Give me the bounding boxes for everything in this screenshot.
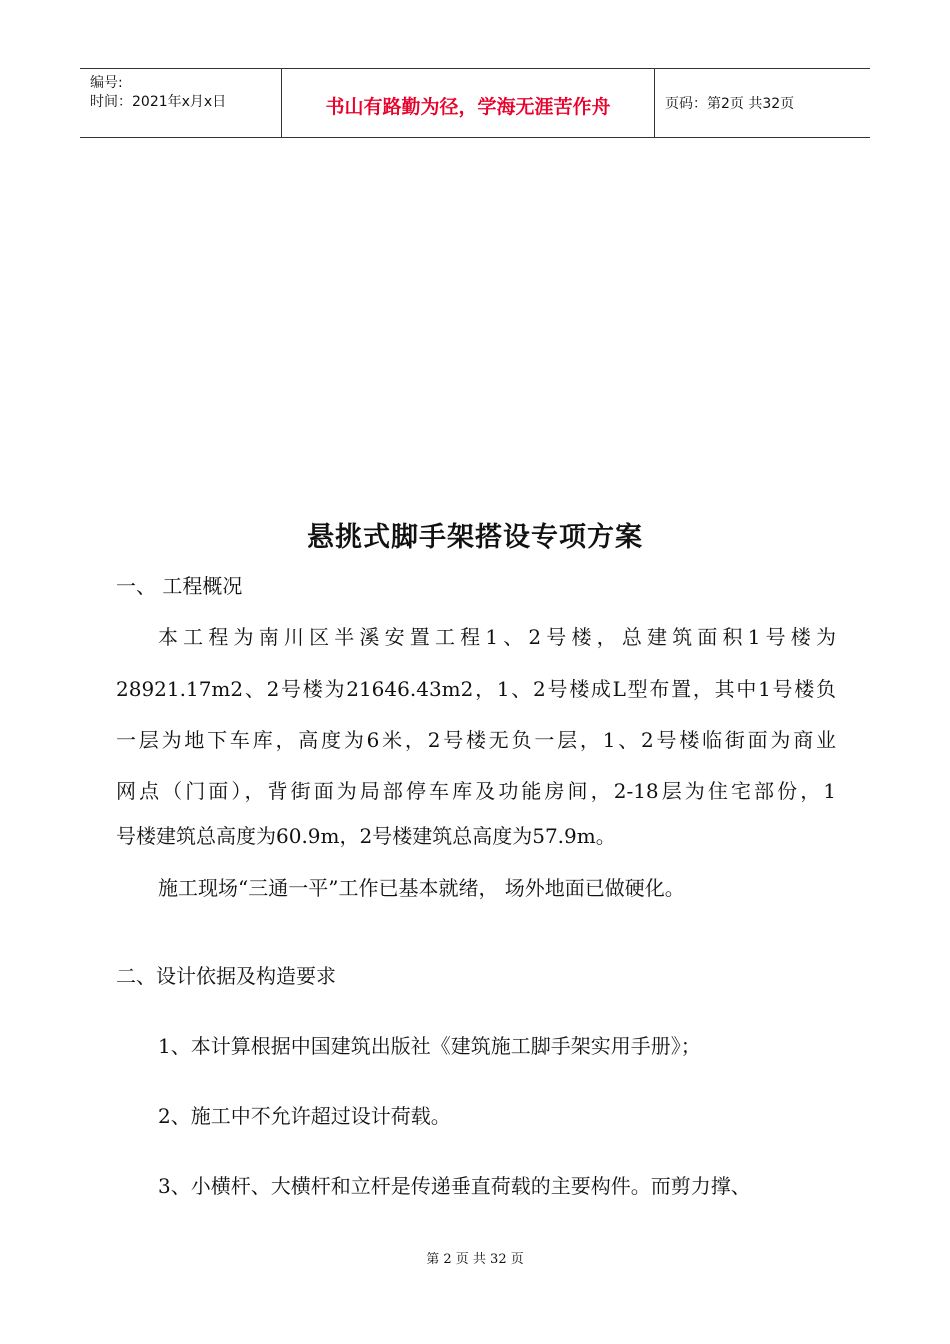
paragraph1-line4: 网点（门面），背街面为局部停车库及功能房间，2-18层为住宅部份，1 bbox=[116, 779, 836, 803]
paragraph1-line3: 一层为地下车库，高度为6米，2号楼无负一层，1、2号楼临街面为商业 bbox=[116, 728, 836, 752]
header-page-info: 页码：第2页 共32页 bbox=[665, 96, 795, 112]
header-meta-cell bbox=[80, 69, 281, 137]
paragraph1-line1: 本工程为南川区半溪安置工程1、2号楼，总建筑面积1号楼为 bbox=[158, 625, 836, 649]
number-label: 编号: bbox=[90, 75, 123, 91]
section2-heading: 二、设计依据及构造要求 bbox=[116, 964, 336, 988]
list-item-2: 2、施工中不允许超过设计荷载。 bbox=[158, 1104, 451, 1128]
header-motto: 书山有路勤为径，学海无涯苦作舟 bbox=[325, 96, 611, 118]
paragraph1-line2: 28921.17m2、2号楼为21646.43m2，1、2号楼成L型布置，其中1号楼负 bbox=[116, 677, 836, 701]
page-header-table bbox=[80, 68, 870, 138]
page-footer: 第 2 页 共 32 页 bbox=[426, 1252, 524, 1267]
list-item-3: 3、小横杆、大横杆和立杆是传递垂直荷载的主要构件。而剪力撑、 bbox=[158, 1174, 751, 1198]
paragraph1-line5: 号楼建筑总高度为60.9m，2号楼建筑总高度为57.9m。 bbox=[116, 824, 616, 848]
section1-heading: 一、 工程概况 bbox=[116, 574, 243, 598]
header-motto-cell bbox=[281, 69, 655, 137]
list-item-1: 1、本计算根据中国建筑出版社《建筑施工脚手架实用手册》； bbox=[158, 1034, 701, 1058]
paragraph2: 施工现场“三通一平”工作已基本就绪， 场外地面已做硬化。 bbox=[158, 876, 685, 900]
document-title: 悬挑式脚手架搭设专项方案 bbox=[307, 522, 643, 553]
header-page-cell bbox=[655, 69, 870, 137]
time-label: 时间：2021年x月x日 bbox=[90, 94, 227, 110]
